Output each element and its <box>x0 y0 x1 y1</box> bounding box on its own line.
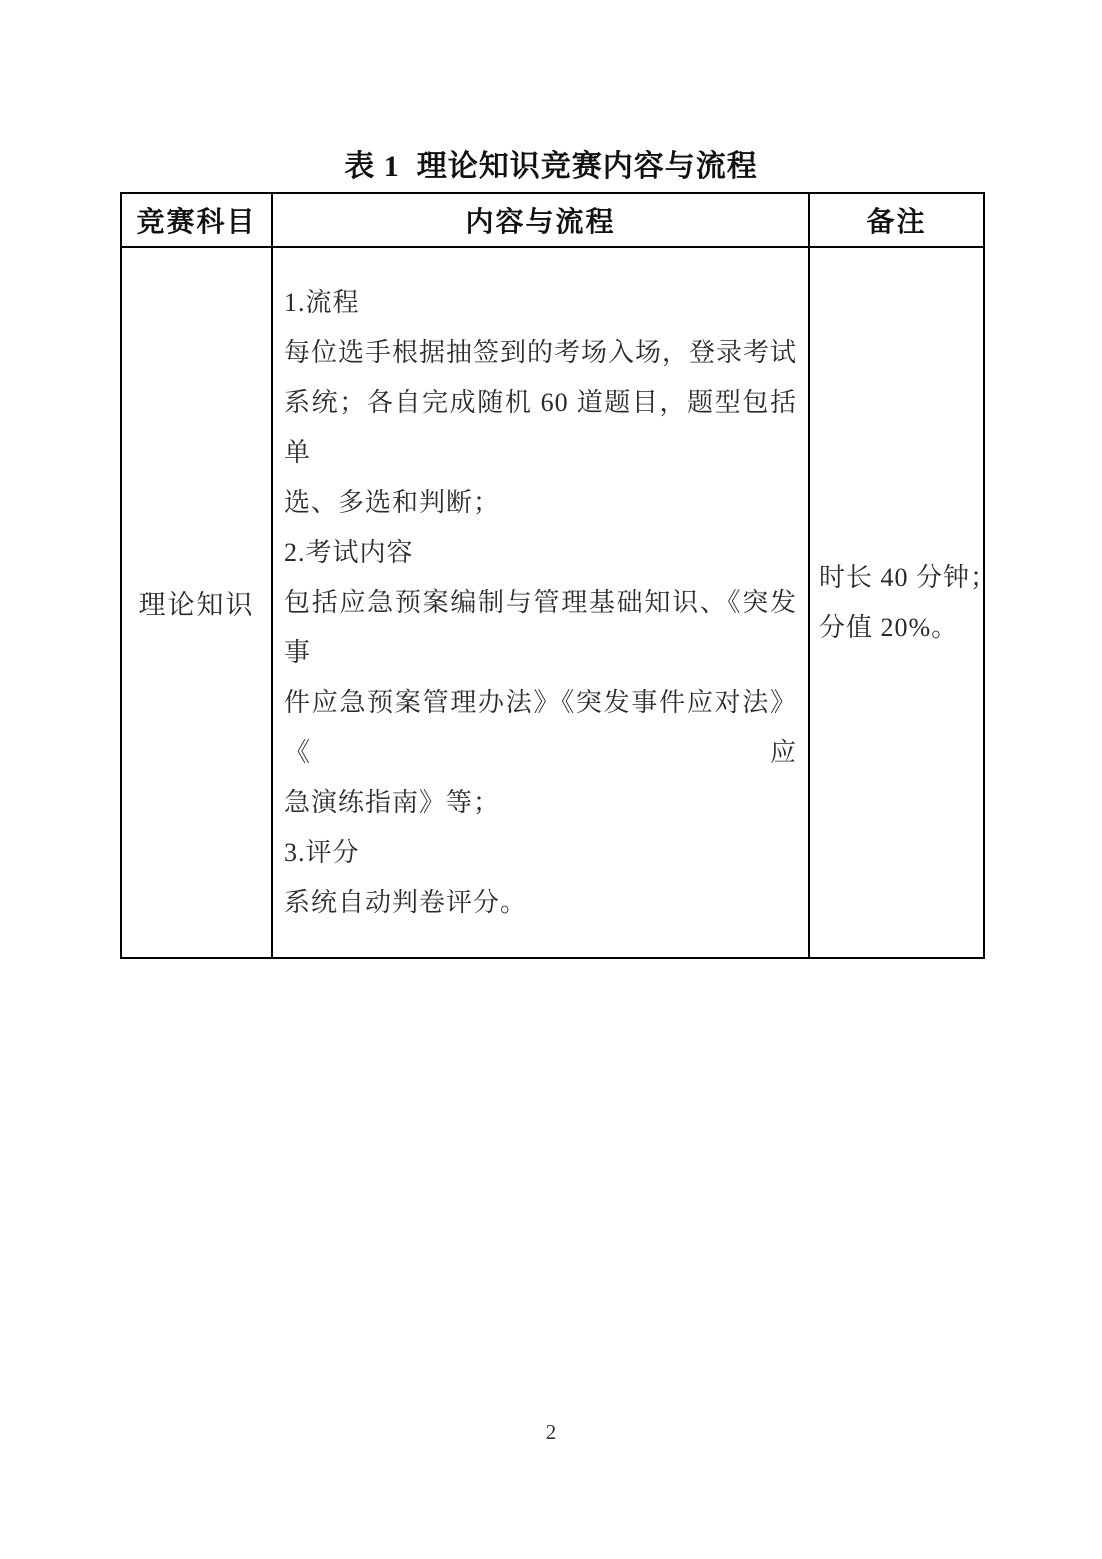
content-line: 每位选手根据抽签到的考场入场，登录考试 <box>284 337 798 367</box>
subject-text: 理论知识 <box>138 590 255 620</box>
competition-table <box>120 192 998 959</box>
header-cell-subject: 竞赛科目 <box>121 193 272 247</box>
content-line: 急演练指南》等； <box>284 787 501 817</box>
table-header-row <box>121 193 984 247</box>
content-line: 1.流程 <box>284 287 360 317</box>
table-caption: 表 1 理论知识竞赛内容与流程 <box>344 150 758 183</box>
content-line: 系统；各自完成随机 60 道题目，题型包括单 <box>284 387 797 467</box>
content-line: 系统自动判卷评分。 <box>284 887 528 917</box>
content-line: 件应急预案管理办法》《突发事件应对法》《应 <box>284 687 797 767</box>
header-cell-remark: 备注 <box>809 193 984 247</box>
table-row <box>121 247 984 958</box>
remark-line: 分值 20%。 <box>819 612 959 642</box>
content-line: 包括应急预案编制与管理基础知识、《突发事 <box>284 587 797 667</box>
remark-line: 时长 40 分钟； <box>819 562 998 592</box>
page-number: 2 <box>545 1420 557 1444</box>
content-cell <box>272 247 809 958</box>
content-line: 选、多选和判断； <box>284 487 501 517</box>
content-line: 3.评分 <box>284 837 360 867</box>
remark-cell <box>809 247 998 958</box>
content-line: 2.考试内容 <box>284 537 414 567</box>
subject-cell <box>121 247 272 958</box>
header-cell-content: 内容与流程 <box>272 193 809 247</box>
